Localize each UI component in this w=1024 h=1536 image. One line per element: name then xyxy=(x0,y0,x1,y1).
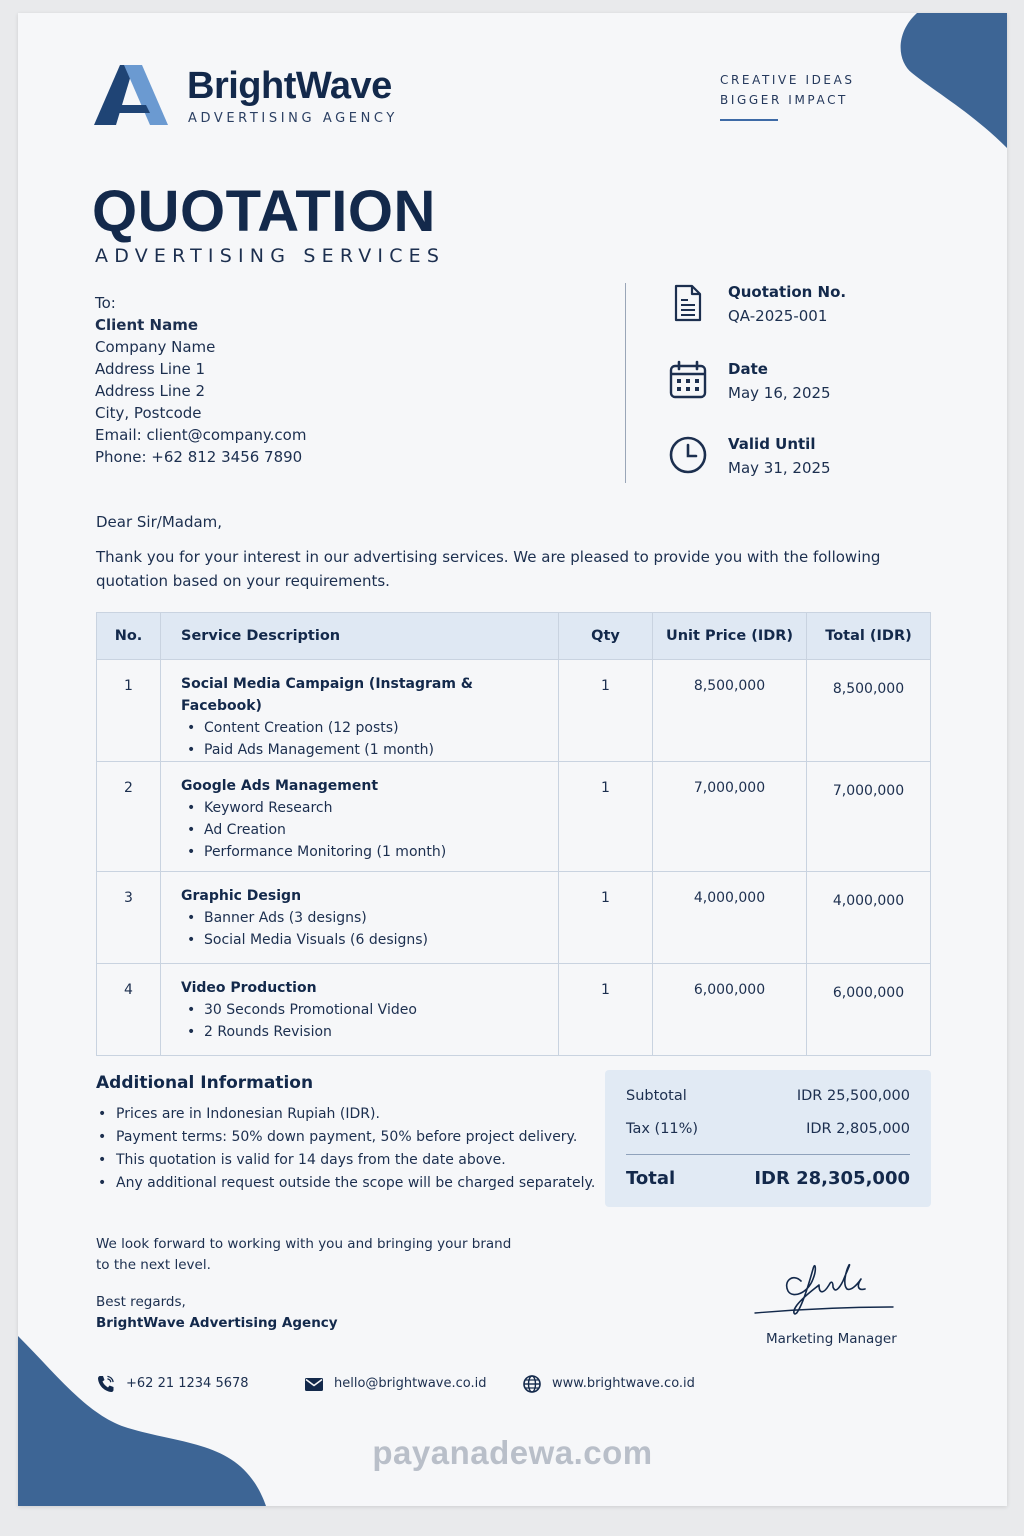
client-city: City, Postcode xyxy=(95,404,202,422)
row-qty: 1 xyxy=(559,964,653,1056)
service-item: • Banner Ads (3 designs) xyxy=(181,907,558,929)
row-total: 6,000,000 xyxy=(807,964,931,1056)
agency-name: BrightWave Advertising Agency xyxy=(96,1315,338,1331)
grand-total-value: IDR 28,305,000 xyxy=(754,1168,910,1189)
service-item: • Paid Ads Management (1 month) xyxy=(181,739,558,761)
header-qty: Qty xyxy=(559,613,653,660)
row-number: 2 xyxy=(97,762,161,872)
clock-icon xyxy=(668,435,708,475)
header-unit-price: Unit Price (IDR) xyxy=(653,613,807,660)
client-address-2: Address Line 2 xyxy=(95,382,206,400)
service-title: Video Production xyxy=(181,980,317,996)
additional-info-item: • Any additional request outside the scope will be charged separately. xyxy=(96,1172,595,1195)
document-icon xyxy=(668,283,708,323)
service-item: • Keyword Research xyxy=(181,797,558,819)
client-address-block xyxy=(95,292,306,468)
row-number: 3 xyxy=(97,872,161,964)
brand-subtitle: ADVERTISING AGENCY xyxy=(188,111,398,126)
header-no: No. xyxy=(97,613,161,660)
header-total: Total (IDR) xyxy=(807,613,931,660)
document-subtitle: ADVERTISING SERVICES xyxy=(95,245,446,267)
brand-tagline xyxy=(720,70,855,110)
service-items xyxy=(181,907,558,951)
footer-phone-text: +62 21 1234 5678 xyxy=(126,1376,249,1391)
subtotal-row xyxy=(626,1088,910,1104)
closing-message: We look forward to working with you and bringing your brand to the next level. xyxy=(96,1236,512,1273)
row-unit-price: 4,000,000 xyxy=(653,872,807,964)
quotation-number-value: QA-2025-001 xyxy=(728,307,828,325)
service-title: Google Ads Management xyxy=(181,778,379,794)
document-title: QUOTATION xyxy=(92,179,436,244)
regards-block xyxy=(96,1292,338,1334)
service-items xyxy=(181,999,558,1043)
row-number: 1 xyxy=(97,660,161,762)
header-description: Service Description xyxy=(161,613,559,660)
client-company: Company Name xyxy=(95,338,216,356)
row-description xyxy=(161,660,559,762)
client-email: Email: client@company.com xyxy=(95,426,307,444)
watermark-text: payanadewa.com xyxy=(372,1434,653,1471)
row-qty: 1 xyxy=(559,762,653,872)
quotation-number-label: Quotation No. xyxy=(728,283,847,301)
row-total: 7,000,000 xyxy=(807,762,931,872)
row-total: 4,000,000 xyxy=(807,872,931,964)
additional-info-title: Additional Information xyxy=(96,1073,314,1093)
service-items xyxy=(181,797,558,863)
service-item: • 30 Seconds Promotional Video xyxy=(181,999,558,1021)
brightwave-logo-icon xyxy=(94,65,172,127)
table-row xyxy=(97,872,931,964)
calendar-icon xyxy=(668,360,708,400)
service-title: Graphic Design xyxy=(181,888,302,904)
table-row xyxy=(97,660,931,762)
corner-decoration-bottom xyxy=(18,1336,278,1506)
services-table xyxy=(96,612,931,1056)
vertical-divider xyxy=(625,283,626,483)
row-qty: 1 xyxy=(559,660,653,762)
table-row xyxy=(97,964,931,1056)
row-unit-price: 8,500,000 xyxy=(653,660,807,762)
brand-name: BrightWave xyxy=(187,65,392,107)
regards-text: Best regards, xyxy=(96,1294,186,1310)
row-unit-price: 6,000,000 xyxy=(653,964,807,1056)
footer-email-text: hello@brightwave.co.id xyxy=(334,1376,487,1391)
service-item: • Ad Creation xyxy=(181,819,558,841)
additional-info-item: • This quotation is valid for 14 days from the date above. xyxy=(96,1149,595,1172)
phone-icon xyxy=(96,1374,116,1394)
table-header-row xyxy=(97,613,931,660)
footer-website-text: www.brightwave.co.id xyxy=(552,1376,695,1391)
row-description xyxy=(161,762,559,872)
row-description xyxy=(161,872,559,964)
additional-info-item: • Prices are in Indonesian Rupiah (IDR). xyxy=(96,1103,595,1126)
quotation-sheet xyxy=(18,13,1007,1506)
grand-total-label: Total xyxy=(626,1168,676,1189)
service-item: • 2 Rounds Revision xyxy=(181,1021,558,1043)
service-item: • Performance Monitoring (1 month) xyxy=(181,841,558,863)
valid-until-label: Valid Until xyxy=(728,435,816,453)
row-total: 8,500,000 xyxy=(807,660,931,762)
tax-value: IDR 2,805,000 xyxy=(806,1121,910,1137)
valid-until-value: May 31, 2025 xyxy=(728,459,831,477)
totals-divider xyxy=(626,1154,910,1155)
table-row xyxy=(97,762,931,872)
client-name: Client Name xyxy=(95,316,199,334)
additional-info-list xyxy=(96,1103,595,1195)
subtotal-label: Subtotal xyxy=(626,1088,687,1104)
date-label: Date xyxy=(728,360,768,378)
row-description xyxy=(161,964,559,1056)
service-item: • Content Creation (12 posts) xyxy=(181,717,558,739)
row-unit-price: 7,000,000 xyxy=(653,762,807,872)
to-label: To: xyxy=(95,294,116,312)
intro-paragraph: Thank you for your interest in our advertising services. We are pleased to provide you with the following quotation based on your requirements. xyxy=(96,548,881,590)
client-address-1: Address Line 1 xyxy=(95,360,206,378)
globe-icon xyxy=(522,1374,542,1394)
tagline-line-2: BIGGER IMPACT xyxy=(720,93,848,107)
tax-label: Tax (11%) xyxy=(626,1121,699,1137)
row-number: 4 xyxy=(97,964,161,1056)
service-title: Social Media Campaign (Instagram & Facebook) xyxy=(181,676,474,714)
greeting: Dear Sir/Madam, xyxy=(96,513,223,531)
tagline-underline xyxy=(720,119,778,121)
row-qty: 1 xyxy=(559,872,653,964)
service-items xyxy=(181,717,558,761)
grand-total-row xyxy=(626,1168,910,1189)
signer-role: Marketing Manager xyxy=(766,1331,897,1347)
additional-info-item: • Payment terms: 50% down payment, 50% before project delivery. xyxy=(96,1126,595,1149)
tagline-line-1: CREATIVE IDEAS xyxy=(720,73,855,87)
tax-row xyxy=(626,1121,910,1137)
totals-box xyxy=(605,1070,931,1207)
date-value: May 16, 2025 xyxy=(728,384,831,402)
client-phone: Phone: +62 812 3456 7890 xyxy=(95,448,303,466)
service-item: • Social Media Visuals (6 designs) xyxy=(181,929,558,951)
handwritten-signature xyxy=(753,1251,903,1326)
mail-icon xyxy=(304,1374,324,1394)
subtotal-value: IDR 25,500,000 xyxy=(796,1088,910,1104)
corner-decoration-top xyxy=(857,13,1007,153)
